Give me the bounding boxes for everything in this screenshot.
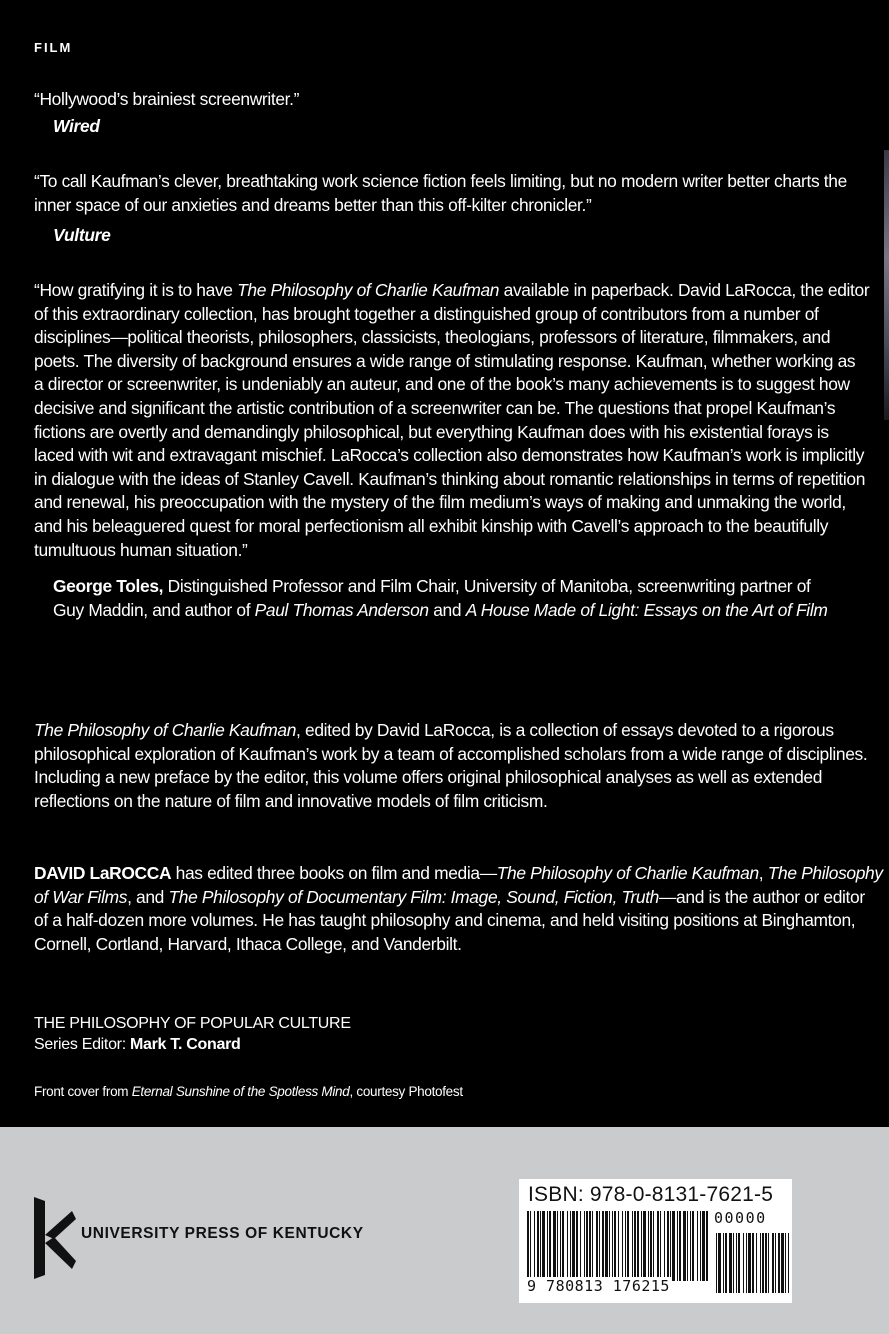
attribution-text: Guy Maddin, and author of	[53, 599, 255, 620]
book-title: A House Made of Light: Essays on the Art of Film	[465, 599, 828, 620]
price-code: 00000	[714, 1209, 767, 1227]
series-editor-line	[34, 1034, 351, 1055]
series-name: THE PHILOSOPHY OF POPULAR CULTURE	[34, 1015, 351, 1032]
credit-text: Front cover from	[34, 1084, 132, 1099]
long-quote-line: of this extraordinary collection, has brought together a distinguished group of contributors from a number of	[34, 303, 819, 324]
editor-name: DAVID LaROCCA	[34, 863, 172, 883]
isbn-barcode	[519, 1179, 792, 1303]
bio-text: has edited three books on film and media—	[171, 863, 497, 883]
long-quote-line	[34, 279, 869, 303]
series-editor-name: Mark T. Conard	[130, 1036, 241, 1053]
description-line: reflections on the nature of film and innovative models of film criticism.	[34, 790, 548, 811]
long-quote-line: laced with wit and extravagant mischief. LaRocca’s collection also demonstrates how Kaufman’s work is implicitly	[34, 445, 865, 466]
book-title: The Philosophy of Charlie Kaufman	[496, 863, 759, 883]
long-quote-line: and renewal, his preoccupation with the mystery of the film medium’s ways of making and unmaking the world,	[34, 492, 846, 513]
long-quote	[34, 279, 869, 562]
long-quote-line: decisive and significant the artistic contribution of a screenwriter can be. The questions that propel Kaufman’s	[34, 397, 836, 418]
long-quote-line: a director or screenwriter, is undeniably an auteur, and one of the book’s many achievements is to suggest how	[34, 374, 850, 395]
book-title: The Philosophy of Charlie Kaufman	[34, 720, 297, 740]
series-editor-label: Series Editor:	[34, 1036, 130, 1053]
publisher-name: UNIVERSITY PRESS OF KENTUCKY	[81, 1225, 364, 1242]
book-title: of War Films	[34, 886, 128, 907]
publisher-band	[0, 1127, 889, 1334]
praise-quote-2-line: “To call Kaufman’s clever, breathtaking work science fiction feels limiting, but no modern writer better charts the	[34, 171, 847, 191]
attribution-line	[53, 599, 827, 623]
long-quote-text: “How gratifying it is to have	[34, 280, 238, 300]
bio-line: Cornell, Cortland, Harvard, Ithaca College, and Vanderbilt.	[34, 933, 462, 954]
book-description	[34, 719, 867, 813]
praise-quote-2	[34, 170, 847, 217]
bio-text: —and is the author or editor	[659, 886, 865, 907]
long-quote-text: available in paperback. David LaRocca, the editor	[499, 280, 870, 300]
attribution-text: Distinguished Professor and Film Chair, University of Manitoba, screenwriting partner of	[163, 576, 811, 596]
bio-line	[34, 862, 883, 886]
attribution-name: George Toles,	[53, 576, 164, 596]
praise-source-2: Vulture	[53, 225, 111, 245]
credit-text: , courtesy Photofest	[349, 1084, 463, 1099]
bio-text: , and	[127, 886, 169, 907]
description-line: philosophical exploration of Kaufman’s work by a team of accomplished scholars from a wide range of disciplines.	[34, 743, 868, 764]
bio-line: of a half-dozen more volumes. He has taught philosophy and cinema, and held visiting positions at Binghamton,	[34, 910, 856, 931]
long-quote-line: tumultuous human situation.”	[34, 539, 248, 560]
cover-edge-strip	[884, 150, 889, 420]
praise-quote-2-line: inner space of our anxieties and dreams better than this off-kilter chronicler.”	[34, 194, 592, 215]
bio-line	[34, 886, 883, 910]
description-text: , edited by David LaRocca, is a collection of essays devoted to a rigorous	[296, 720, 834, 740]
praise-source-1: Wired	[53, 116, 100, 136]
description-line: Including a new preface by the editor, this volume offers original philosophical analyses as well as extended	[34, 767, 823, 788]
cover-credit	[34, 1084, 463, 1099]
long-quote-line: poets. The diversity of background ensures a wide range of stimulating response. Kaufman, whether working as	[34, 350, 856, 371]
film-title: Eternal Sunshine of the Spotless Mind	[131, 1084, 350, 1099]
long-quote-line: disciplines—political theorists, philosophers, classicists, theologians, professors of literature, filmmakers, and	[34, 327, 831, 348]
book-title: The Philosophy of Documentary Film: Image, Sound, Fiction, Truth	[168, 886, 660, 907]
description-line	[34, 719, 867, 743]
praise-quote-1: “Hollywood’s brainiest screenwriter.”	[34, 89, 300, 109]
series-info	[34, 1013, 351, 1055]
long-quote-line: fictions are overtly and demandingly philosophical, but everything Kaufman does with his existential forays is	[34, 421, 829, 442]
attribution-text: and	[428, 599, 466, 620]
category-label: FILM	[34, 40, 73, 55]
bio-text: ,	[758, 863, 768, 883]
editor-bio	[34, 862, 883, 956]
book-title: The Philosophy of Charlie Kaufman	[237, 280, 500, 300]
long-quote-line: and his beleaguered quest for moral perfectionism all exhibit kinship with Cavell’s approach to the beautifully	[34, 515, 829, 536]
attribution-line	[53, 575, 827, 599]
barcode-digits: 9 780813 176215	[527, 1277, 670, 1295]
book-title: The Philosophy	[767, 863, 883, 883]
publisher-logo-icon	[32, 1197, 78, 1279]
long-quote-line: in dialogue with the ideas of Stanley Cavell. Kaufman’s thinking about romantic relationships in terms of repetition	[34, 468, 866, 489]
long-quote-attribution	[53, 575, 827, 622]
isbn-label: ISBN: 978-0-8131-7621-5	[528, 1183, 774, 1206]
book-title: Paul Thomas Anderson	[254, 599, 429, 620]
